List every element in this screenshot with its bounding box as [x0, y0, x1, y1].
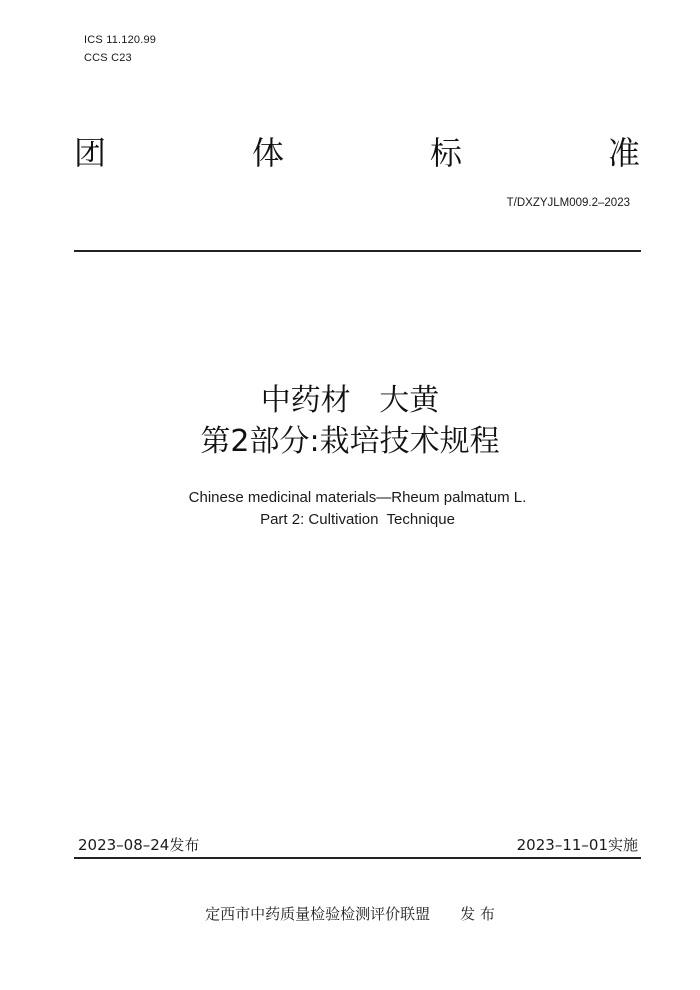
heading-char: 体	[252, 134, 285, 172]
title-chinese-line1: 中药材 大黄	[260, 383, 440, 418]
heading-char: 准	[608, 134, 641, 172]
title-chinese-line2: 第2部分:栽培技术规程	[200, 424, 500, 459]
title-english-line2: Part 2: Cultivation Technique	[260, 511, 455, 528]
heading-char: 团	[74, 134, 107, 172]
title-english-line1: Chinese medicinal materials—Rheum palmatum L.	[188, 489, 527, 506]
implementation-date: 2023–11–01实施	[516, 836, 638, 854]
top-divider	[74, 250, 641, 252]
issuer-name: 定西市中药质量检验检测评价联盟	[205, 905, 431, 923]
heading-char: 标	[430, 134, 463, 172]
standard-number: T/DXZYJLM009.2–2023	[506, 197, 630, 209]
release-date: 2023–08–24发布	[78, 836, 200, 854]
issuer-line	[0, 904, 700, 924]
ccs-code: CCS C23	[84, 52, 132, 64]
ics-code: ICS 11.120.99	[84, 34, 157, 46]
bottom-divider	[74, 857, 641, 859]
issue-label: 发 布	[460, 905, 495, 923]
